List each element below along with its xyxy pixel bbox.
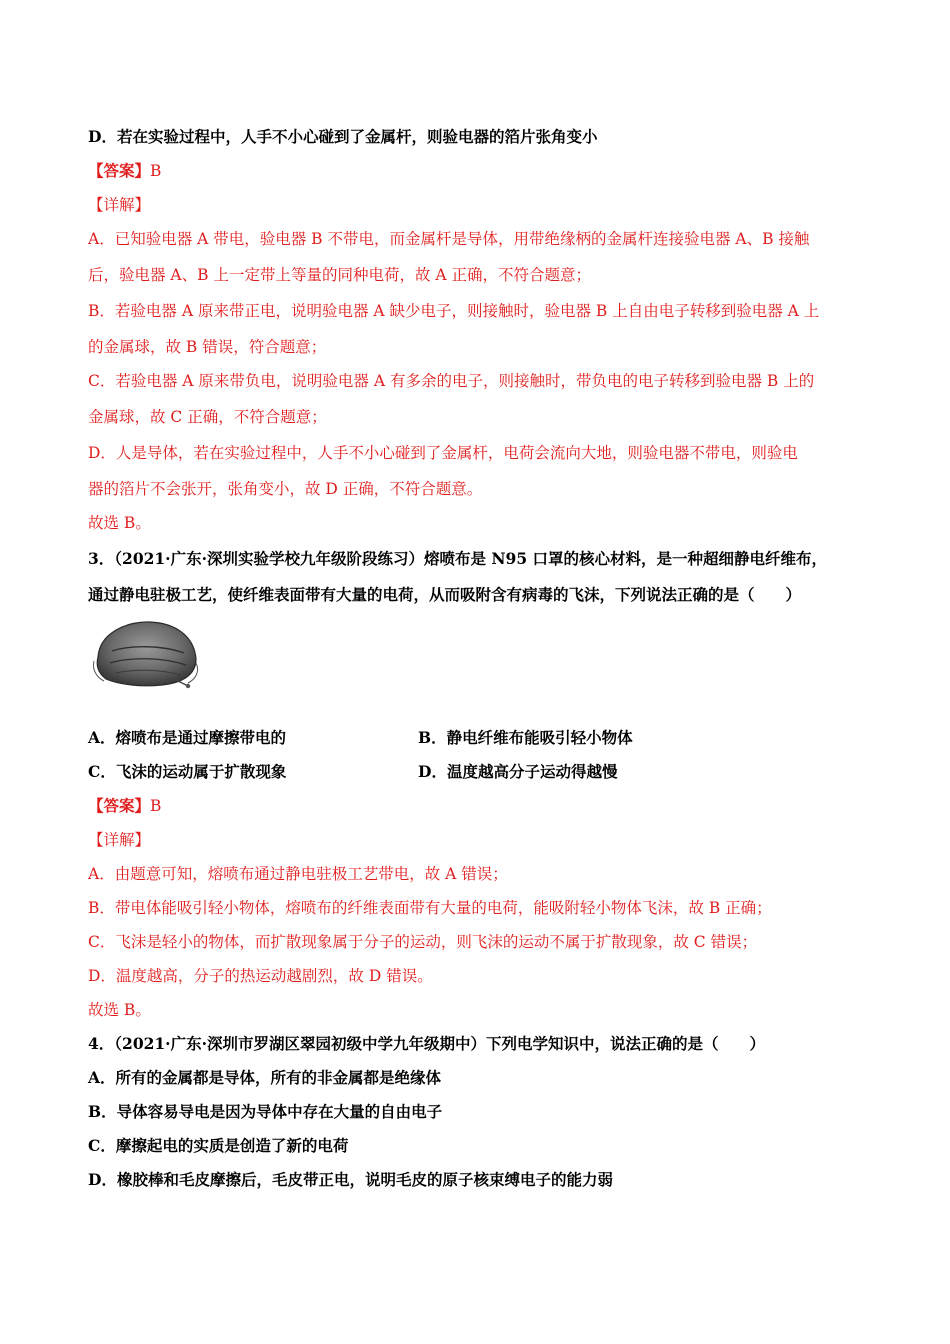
q3-option-b: B．静电纤维布能吸引轻小物体	[418, 728, 633, 747]
q4-option-a: A．所有的金属都是导体，所有的非金属都是绝缘体	[88, 1068, 442, 1087]
q3-exp-line: D．温度越高，分子的热运动越剧烈，故 D 错误。	[88, 967, 433, 985]
q2-exp-line: A．已知验电器 A 带电，验电器 B 不带电，而金属杆是导体，用带绝缘柄的金属杆连接验电器 A、B 接触	[88, 230, 810, 248]
q3-exp-line: B．带电体能吸引轻小物体，熔喷布的纤维表面带有大量的电荷，能吸附轻小物体飞沫，故 B 正确；	[88, 899, 772, 917]
q4-option-d: D．橡胶棒和毛皮摩擦后，毛皮带正电，说明毛皮的原子核束缚电子的能力弱	[88, 1170, 613, 1189]
q4-option-c: C．摩擦起电的实质是创造了新的电荷	[88, 1136, 349, 1155]
q3-stem-line: 通过静电驻极工艺，使纤维表面带有大量的电荷，从而吸附含有病毒的飞沫，下列说法正确的是（ ）	[88, 585, 802, 604]
n95-mask-image	[90, 617, 202, 693]
q3-stem-line: 3．（2021·广东·深圳实验学校九年级阶段练习）熔喷布是 N95 口罩的核心材料，是一种超细静电纤维布，	[88, 549, 828, 568]
q2-exp-line: C．若验电器 A 原来带负电，说明验电器 A 有多余的电子，则接触时，带负电的电子转移到验电器 B 上的	[88, 372, 815, 390]
answer-tag: 【答案】	[88, 161, 151, 180]
q2-exp-line: 器的箔片不会张开，张角变小，故 D 正确，不符合题意。	[88, 480, 483, 498]
q3-option-d: D．温度越高分子运动得越慢	[418, 762, 618, 781]
q2-answer	[88, 160, 161, 182]
q2-exp-line: B．若验电器 A 原来带正电，说明验电器 A 缺少电子，则接触时，验电器 B 上自由电子转移到验电器 A 上	[88, 302, 820, 320]
q3-detail-tag: 【详解】	[88, 831, 151, 849]
answer-value: B	[150, 162, 162, 180]
q3-option-a: A．熔喷布是通过摩擦带电的	[88, 728, 287, 747]
q2-conclusion: 故选 B。	[88, 514, 151, 532]
q4-option-b: B．导体容易导电是因为导体中存在大量的自由电子	[88, 1102, 443, 1121]
q3-exp-line: C．飞沫是轻小的物体，而扩散现象属于分子的运动，则飞沫的运动不属于扩散现象，故 C 错误；	[88, 933, 758, 951]
answer-tag: 【答案】	[88, 796, 151, 815]
q2-exp-line: 金属球，故 C 正确，不符合题意；	[88, 408, 327, 426]
q2-exp-line: 后，验电器 A、B 上一定带上等量的同种电荷，故 A 正确，不符合题意；	[88, 266, 591, 284]
q4-stem: 4．（2021·广东·深圳市罗湖区翠园初级中学九年级期中）下列电学知识中，说法正确的是（ ）	[88, 1034, 765, 1053]
q3-exp-line: A．由题意可知，熔喷布通过静电驻极工艺带电，故 A 错误；	[88, 865, 508, 883]
q2-exp-line: D．人是导体，若在实验过程中，人手不小心碰到了金属杆，电荷会流向大地，则验电器不带电，则验电	[88, 444, 798, 462]
q3-option-c: C．飞沫的运动属于扩散现象	[88, 762, 287, 781]
q3-answer	[88, 795, 161, 817]
q2-detail-tag: 【详解】	[88, 196, 151, 214]
q2-exp-line: 的金属球，故 B 错误，符合题意；	[88, 338, 327, 356]
q3-conclusion: 故选 B。	[88, 1001, 151, 1019]
answer-value: B	[150, 797, 162, 815]
q2-option-d: D．若在实验过程中，人手不小心碰到了金属杆，则验电器的箔片张角变小	[88, 127, 598, 146]
